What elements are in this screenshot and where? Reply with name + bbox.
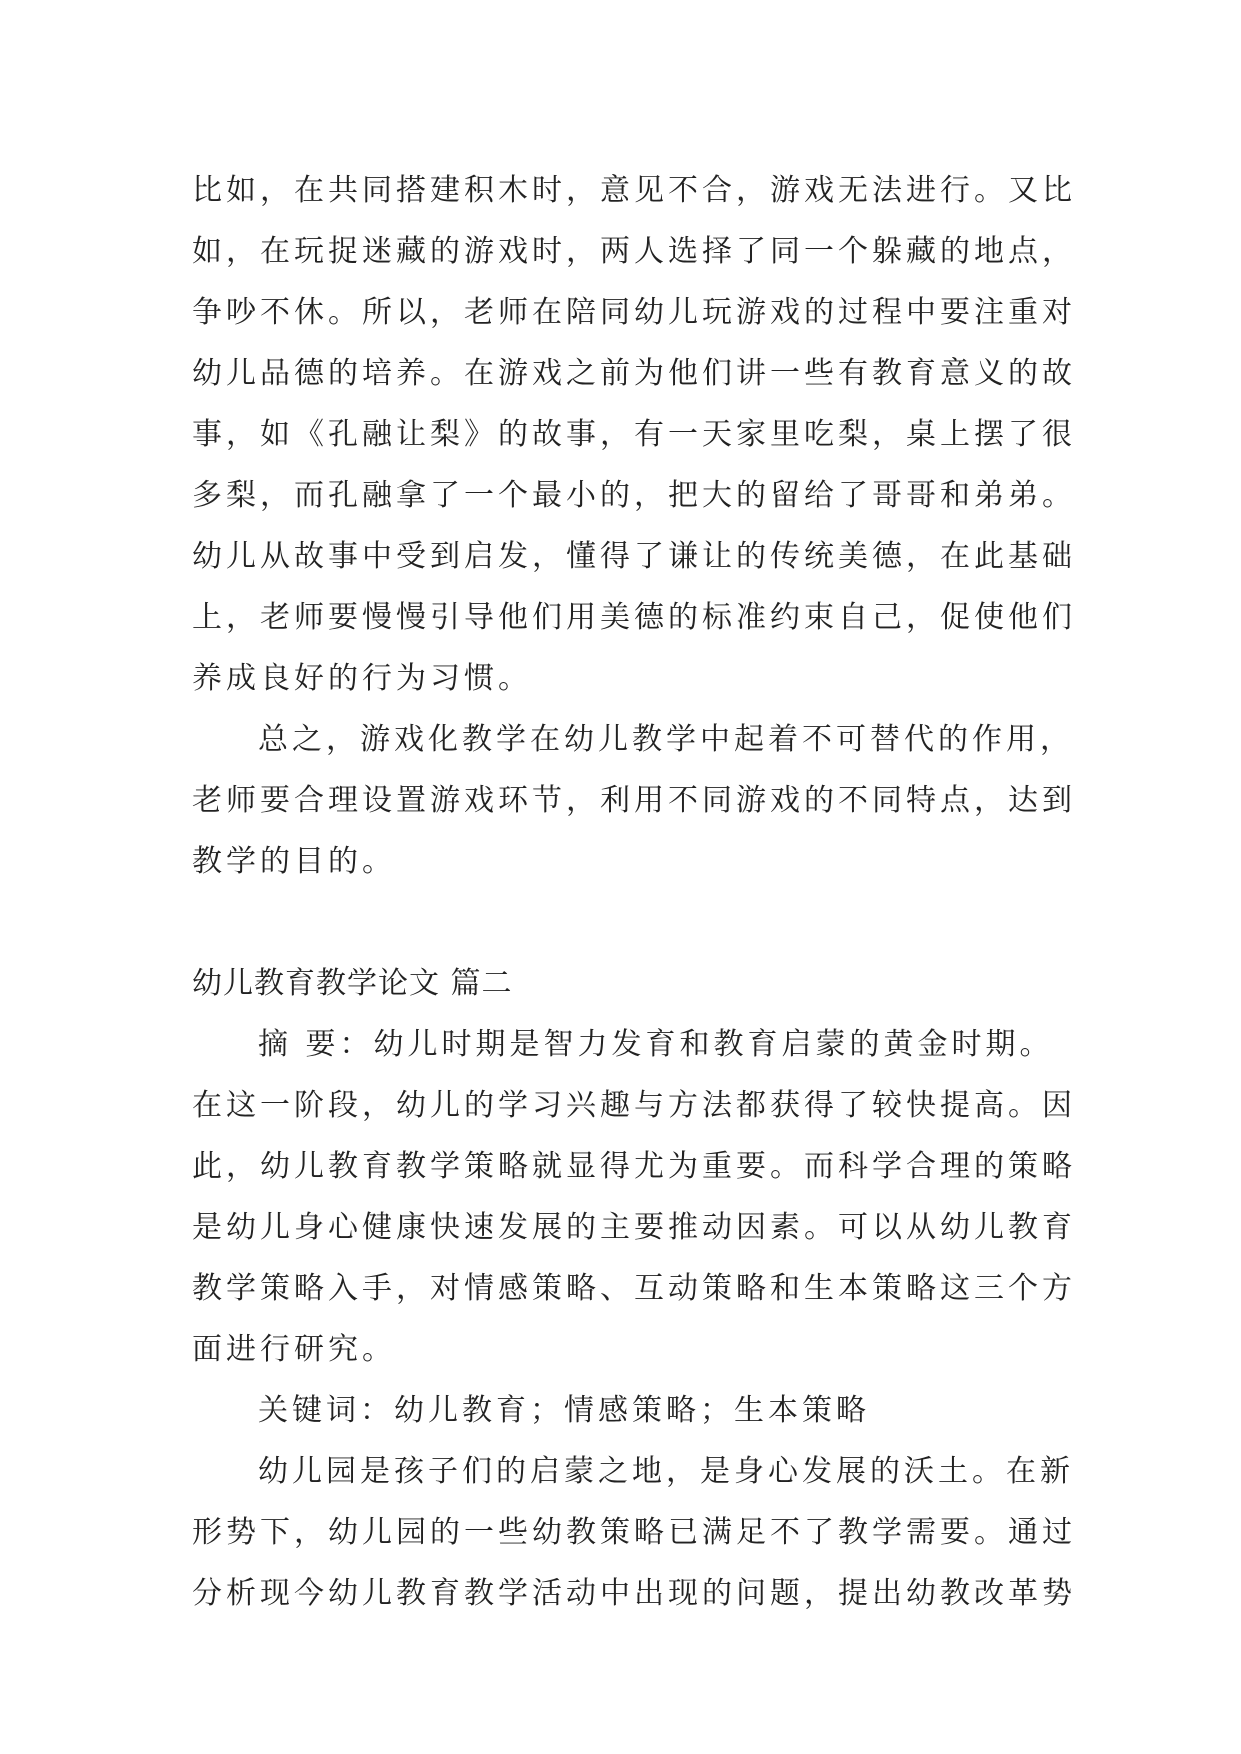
abstract-line: 摘 要：幼儿时期是智力发育和教育启蒙的黄金时期。: [258, 1027, 1054, 1062]
paragraph-line: 争吵不休。所以，老师在陪同幼儿玩游戏的过程中要注重对: [192, 295, 1076, 330]
keywords-line: 关键词：幼儿教育；情感策略；生本策略: [258, 1393, 870, 1428]
document-page: [192, 160, 1076, 1624]
abstract-line: 此，幼儿教育教学策略就显得尤为重要。而科学合理的策略: [192, 1149, 1076, 1184]
abstract-line: 是幼儿身心健康快速发展的主要推动因素。可以从幼儿教育: [192, 1210, 1076, 1245]
paragraph-line: 幼儿从故事中受到启发，懂得了谦让的传统美德，在此基础: [192, 539, 1076, 574]
paragraph-line: 养成良好的行为习惯。: [192, 661, 532, 696]
paragraph-line: 多梨，而孔融拿了一个最小的，把大的留给了哥哥和弟弟。: [192, 478, 1076, 513]
paragraph-line: 如，在玩捉迷藏的游戏时，两人选择了同一个躲藏的地点，: [192, 234, 1076, 269]
section-heading: 幼儿教育教学论文 篇二: [192, 966, 513, 1001]
paragraph-line: 教学的目的。: [192, 844, 396, 879]
abstract-line: 在这一阶段，幼儿的学习兴趣与方法都获得了较快提高。因: [192, 1088, 1076, 1123]
paragraph-line: 比如，在共同搭建积木时，意见不合，游戏无法进行。又比: [192, 173, 1076, 208]
paragraph-line: 老师要合理设置游戏环节，利用不同游戏的不同特点，达到: [192, 783, 1076, 818]
paragraph-line: 幼儿园是孩子们的启蒙之地，是身心发展的沃土。在新: [258, 1454, 1074, 1489]
paragraph-line: 形势下，幼儿园的一些幼教策略已满足不了教学需要。通过: [192, 1515, 1076, 1550]
paragraph-line: 总之，游戏化教学在幼儿教学中起着不可替代的作用，: [258, 722, 1074, 757]
paragraph-line: 分析现今幼儿教育教学活动中出现的问题，提出幼教改革势: [192, 1576, 1076, 1611]
abstract-line: 面进行研究。: [192, 1332, 396, 1367]
abstract-line: 教学策略入手，对情感策略、互动策略和生本策略这三个方: [192, 1271, 1076, 1306]
paragraph-line: 上，老师要慢慢引导他们用美德的标准约束自己，促使他们: [192, 600, 1076, 635]
paragraph-line: 幼儿品德的培养。在游戏之前为他们讲一些有教育意义的故: [192, 356, 1076, 391]
paragraph-line: 事，如《孔融让梨》的故事，有一天家里吃梨，桌上摆了很: [192, 417, 1076, 452]
